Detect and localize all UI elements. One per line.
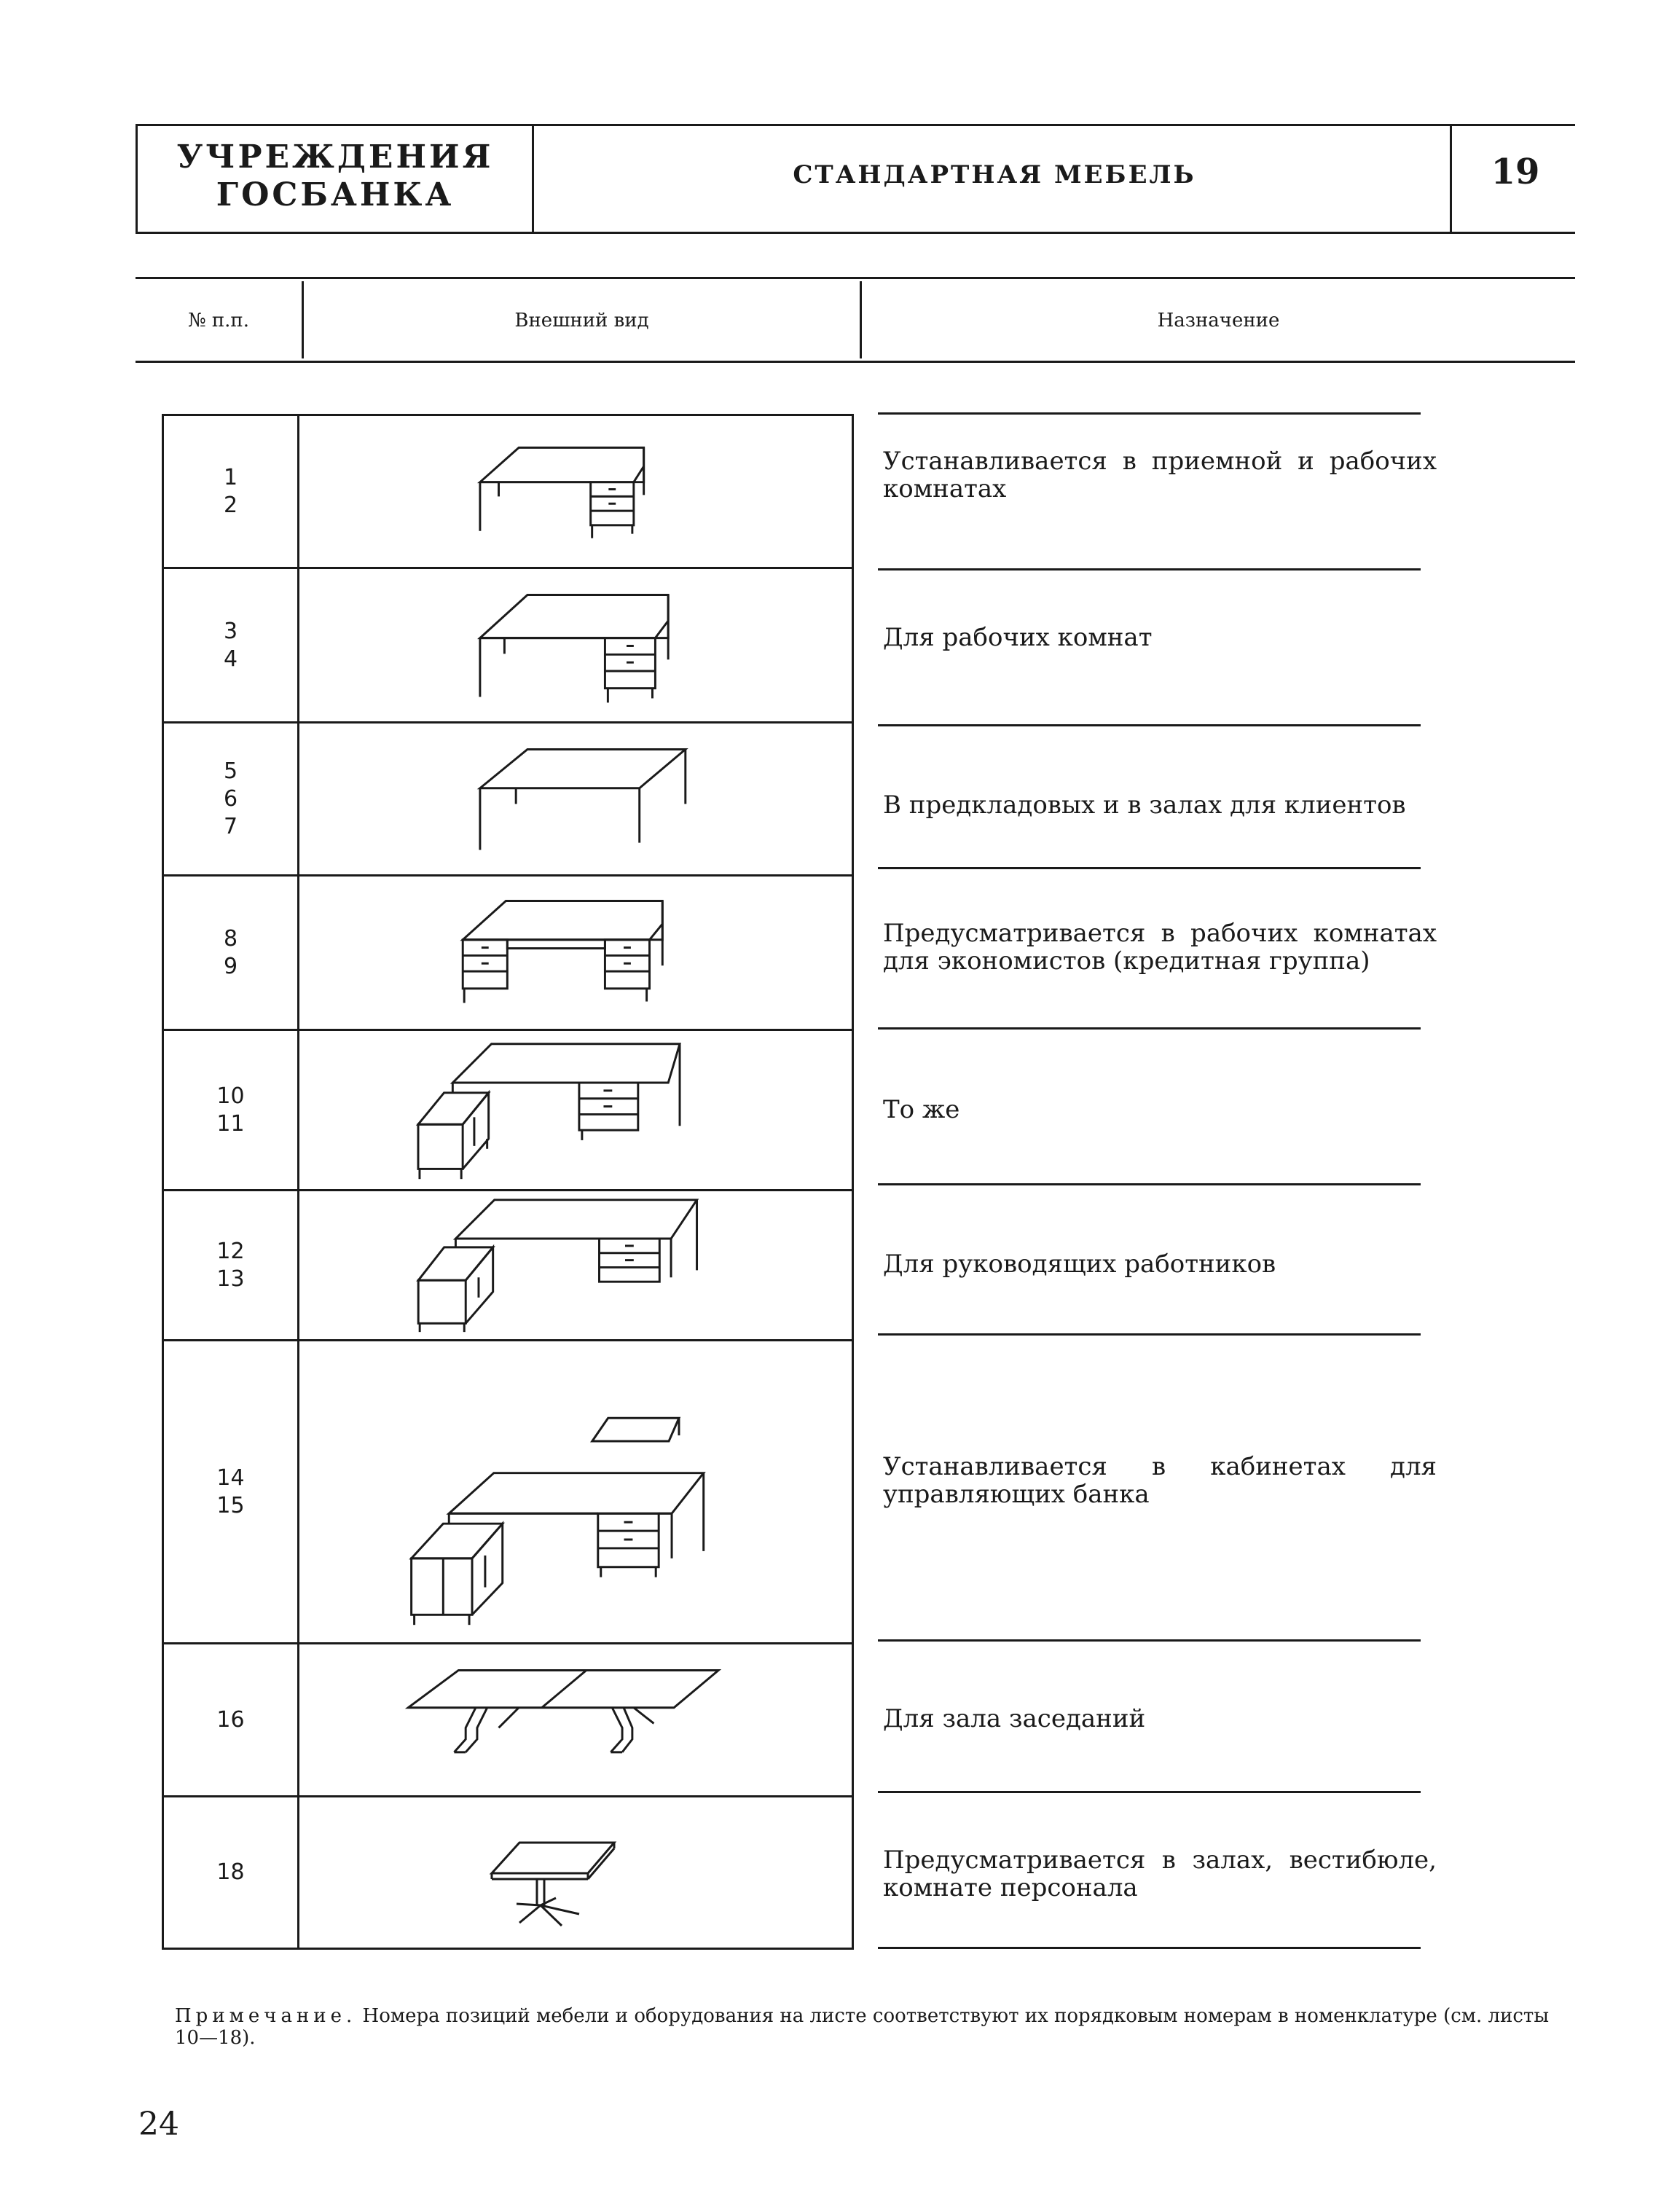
purpose-text: Предусматривается в залах, вестибюле, комнате персонала (883, 1846, 1437, 1902)
footnote (175, 2005, 1574, 2049)
page-number: 24 (138, 2106, 179, 2143)
sheet-number: 19 (1491, 152, 1540, 192)
table-row (164, 1341, 852, 1644)
row-number-cell (164, 1644, 299, 1795)
row-numbers: 10 11 (216, 1083, 245, 1137)
row-numbers: 8 9 (223, 925, 238, 979)
row-numbers: 5 6 7 (223, 758, 238, 839)
purpose-text: В предкладовых и в залах для клиентов (883, 791, 1406, 820)
table-row (164, 877, 852, 1031)
header-bottom-rule (136, 232, 1575, 234)
organization-line-1: УЧРЕЖДЕНИЯ (176, 138, 494, 176)
manager-desk-set-icon (299, 1341, 852, 1642)
purpose-text: То же (883, 1095, 960, 1124)
table-row (164, 569, 852, 723)
table-row (164, 1797, 852, 1948)
purpose-rule (878, 1183, 1421, 1185)
purpose-rule (878, 1791, 1421, 1793)
purpose-rule (878, 1639, 1421, 1642)
row-number-cell (164, 1341, 299, 1642)
purpose-text: Для руководящих работников (883, 1250, 1276, 1279)
executive-desk-icon (299, 1191, 852, 1339)
row-numbers: 16 (216, 1706, 245, 1733)
purpose-rule (878, 724, 1421, 726)
purpose-rule (878, 568, 1421, 570)
pedestal-table-icon (299, 1797, 852, 1948)
furniture-table (162, 414, 854, 1950)
desk-single-pedestal-large-icon (299, 569, 852, 721)
header-divider-1 (532, 124, 534, 233)
row-numbers: 12 13 (216, 1238, 245, 1292)
column-header-appearance: Внешний вид (514, 310, 649, 332)
document-title: СТАНДАРТНАЯ МЕБЕЛЬ (793, 160, 1196, 189)
row-number-cell (164, 416, 299, 567)
purpose-rule (878, 1027, 1421, 1030)
purpose-text: Устанавливается в приемной и рабочих комнатах (883, 447, 1437, 503)
column-header-purpose: Назначение (1157, 310, 1280, 332)
conference-table-icon (299, 1644, 852, 1795)
row-number-cell (164, 877, 299, 1029)
footnote-text: Номера позиций мебели и оборудования на листе соответствуют их порядковым номерам в номенклатуре (см. листы 10—18). (175, 2005, 1550, 2049)
table-row (164, 1031, 852, 1191)
header-left-border (136, 124, 138, 233)
organization-line-2: ГОСБАНКА (216, 176, 455, 213)
desk-double-pedestal-icon (299, 877, 852, 1029)
row-numbers: 14 15 (216, 1464, 245, 1518)
header-top-rule (136, 124, 1575, 126)
table-row (164, 416, 852, 569)
column-header-number: № п.п. (187, 310, 250, 332)
row-number-cell (164, 569, 299, 721)
purpose-rule (878, 1333, 1421, 1336)
footnote-label: Примечание. (175, 2005, 357, 2027)
table-row (164, 1644, 852, 1797)
purpose-text: Предусматривается в рабочих комнатах для экономистов (кредитная группа) (883, 919, 1437, 976)
columns-top-rule (136, 277, 1575, 279)
table-icon (299, 723, 852, 874)
purpose-text: Для рабочих комнат (883, 623, 1153, 652)
columns-bottom-rule (136, 361, 1575, 363)
table-row (164, 1191, 852, 1341)
row-number-cell (164, 723, 299, 874)
desk-single-pedestal-icon (299, 416, 852, 567)
row-number-cell (164, 1191, 299, 1339)
organization-name (138, 138, 532, 214)
row-numbers: 1 2 (223, 464, 238, 518)
purpose-rule (878, 867, 1421, 869)
purpose-text: Устанавливается в кабинетах для управляющих банка (883, 1452, 1437, 1509)
row-number-cell (164, 1797, 299, 1948)
row-number-cell (164, 1031, 299, 1189)
desk-with-side-unit-icon (299, 1031, 852, 1189)
row-numbers: 3 4 (223, 618, 238, 672)
purpose-text: Для зала заседаний (883, 1704, 1146, 1733)
purpose-rule (878, 1947, 1421, 1949)
table-row (164, 723, 852, 877)
purpose-rule (878, 412, 1421, 415)
row-numbers: 18 (216, 1859, 245, 1885)
